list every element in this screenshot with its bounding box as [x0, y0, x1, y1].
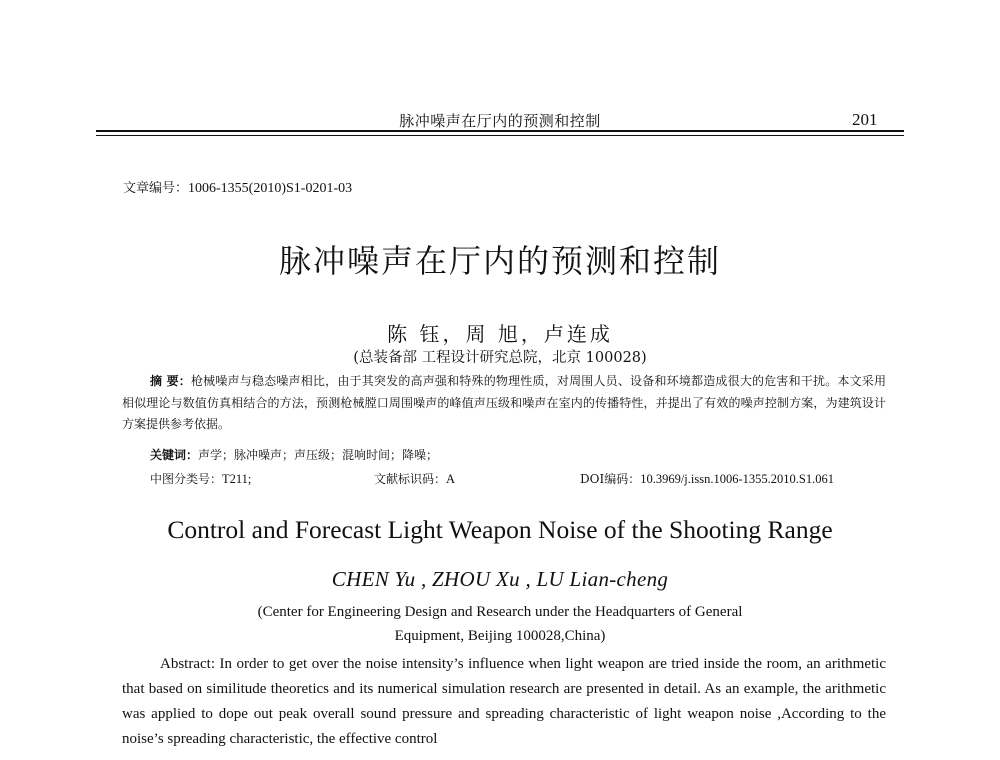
article-number-value: 1006-1355(2010)S1-0201-03	[188, 181, 353, 196]
clc-classification	[150, 470, 251, 487]
english-title: Control and Forecast Light Weapon Noise of the Shooting Range	[167, 515, 833, 544]
doi-label: DOI编码：	[580, 472, 641, 486]
doi-value: 10.3969/j.issn.1006-1355.2010.S1.061	[640, 472, 834, 486]
document-code	[374, 470, 455, 487]
header-rule-thin	[96, 135, 904, 136]
chinese-keywords	[150, 446, 438, 463]
english-affiliation	[0, 600, 1000, 648]
document-code-label: 文献标识码：	[374, 472, 447, 486]
doi-code	[580, 470, 834, 487]
english-affiliation-line2: Equipment, Beijing 100028,China)	[394, 628, 606, 644]
chinese-affiliation: (总装备部 工程设计研究总院，北京 100028)	[353, 350, 647, 366]
chinese-title: 脉冲噪声在厅内的预测和控制	[278, 242, 721, 280]
running-title: 脉冲噪声在厅内的预测和控制	[399, 112, 601, 130]
chinese-abstract-label: 摘 要：	[150, 374, 191, 388]
clc-value: T211;	[222, 472, 252, 486]
article-number-label: 文章编号：	[123, 181, 189, 196]
header-rule-thick	[96, 130, 904, 132]
page-number: 201	[852, 110, 878, 129]
clc-label: 中图分类号：	[150, 472, 223, 486]
english-authors: CHEN Yu , ZHOU Xu , LU Lian-cheng	[331, 567, 669, 591]
english-abstract-label: Abstract:	[160, 656, 215, 672]
keywords-text: 声学；脉冲噪声；声压级；混响时间；降噪；	[198, 448, 439, 462]
english-abstract-text: In order to get over the noise intensity’s influence when light weapon are tried inside the room, an arithmetic that based on similitude theoretics and its numerical simulation research are presented in detail. As an example, the arithmetic was applied to dope out peak overall sound pressure and spreading characteristic of light weapon noise ,According to the noise’s spreading characteristic, the effective control	[122, 656, 886, 747]
chinese-abstract	[122, 371, 886, 436]
keywords-label: 关键词：	[150, 448, 199, 462]
document-code-value: A	[446, 472, 456, 486]
english-abstract	[122, 652, 886, 752]
chinese-abstract-text: 枪械噪声与稳态噪声相比，由于其突发的高声强和特殊的物理性质，对周围人员、设备和环境都造成很大的危害和干扰。本文采用相似理论与数值仿真相结合的方法，预测枪械膛口周围噪声的峰值声压级和噪声在室内的传播特性，并提出了有效的噪声控制方案，为建筑设计方案提供参考依据。	[122, 374, 886, 431]
english-affiliation-line1: (Center for Engineering Design and Research under the Headquarters of General	[257, 604, 743, 620]
article-number	[123, 177, 352, 197]
chinese-authors: 陈 钰，周 旭，卢连成	[387, 322, 613, 346]
